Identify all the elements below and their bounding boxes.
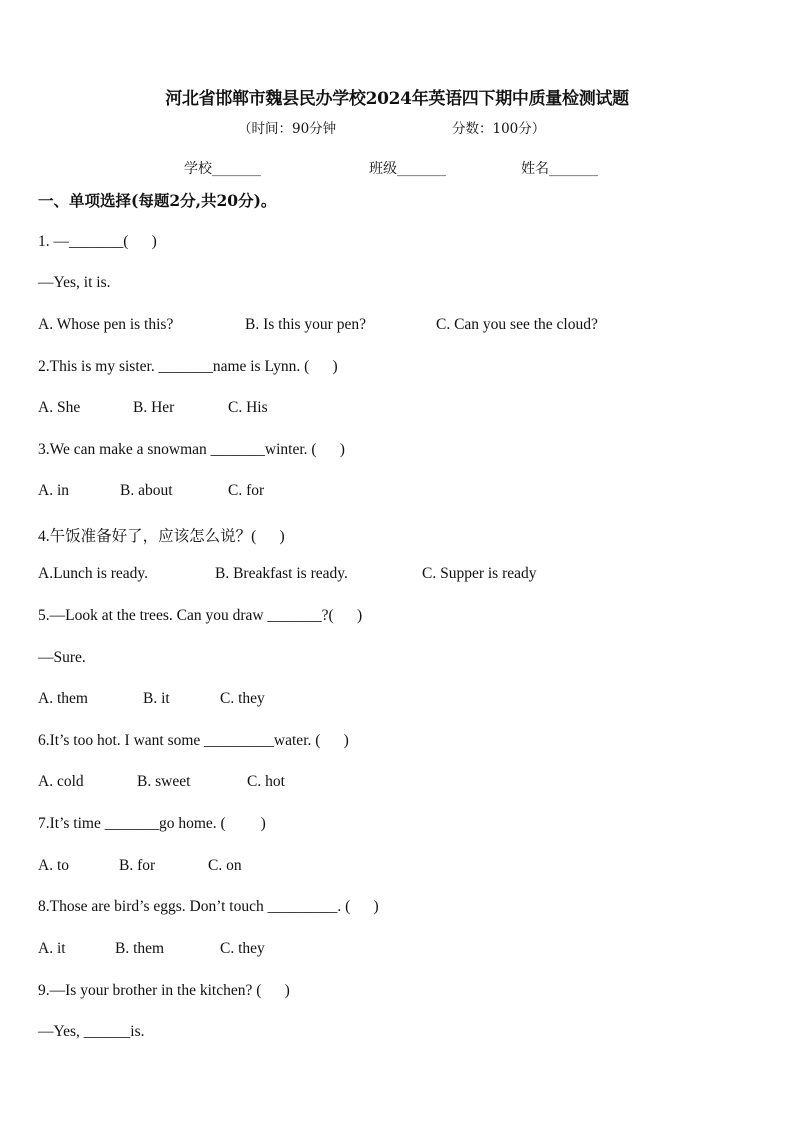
question-2-option-b: B. Her <box>133 399 175 416</box>
question-5-option-b: B. it <box>143 690 170 707</box>
question-1-response: —Yes, it is. <box>38 274 111 291</box>
school-field: 学校_______ <box>184 161 261 177</box>
question-8-option-c: C. they <box>220 940 265 957</box>
question-2-option-a: A. She <box>38 399 81 416</box>
question-5-response: —Sure. <box>38 649 86 666</box>
question-3-stem: 3.We can make a snowman _______winter. ( ) <box>38 441 345 458</box>
question-1-option-c: C. Can you see the cloud? <box>436 316 598 333</box>
question-7-option-b: B. for <box>119 857 156 874</box>
question-8-option-a: A. it <box>38 940 66 957</box>
class-field: 班级_______ <box>369 161 446 177</box>
exam-score: 分数：100分） <box>452 121 546 137</box>
question-3-option-a: A. in <box>38 482 69 499</box>
question-3-option-b: B. about <box>120 482 173 499</box>
question-6-option-b: B. sweet <box>137 773 191 790</box>
question-8-option-b: B. them <box>115 940 165 957</box>
question-3-option-c: C. for <box>228 482 265 499</box>
exam-time: （时间：90分钟 <box>238 121 337 137</box>
question-6-option-a: A. cold <box>38 773 84 790</box>
question-1-stem: 1. —_______( ) <box>38 233 157 250</box>
question-4-option-a: A.Lunch is ready. <box>38 565 149 582</box>
question-5-stem: 5.—Look at the trees. Can you draw _______?( ) <box>38 607 363 624</box>
question-9-response: —Yes, ______is. <box>38 1023 145 1040</box>
question-1-option-a: A. Whose pen is this? <box>38 316 174 333</box>
question-4-option-c: C. Supper is ready <box>422 565 537 582</box>
exam-title: 河北省邯郸市魏县民办学校2024年英语四下期中质量检测试题 <box>165 89 629 109</box>
question-8-stem: 8.Those are bird’s eggs. Don’t touch _________. ( ) <box>38 898 379 915</box>
question-7-stem: 7.It’s time _______go home. ( ) <box>38 815 266 832</box>
question-6-stem: 6.It’s too hot. I want some _________water. ( ) <box>38 732 349 749</box>
question-5-option-c: C. they <box>220 690 265 707</box>
question-9-stem: 9.—Is your brother in the kitchen? ( ) <box>38 982 290 999</box>
question-6-option-c: C. hot <box>247 773 285 790</box>
question-5-option-a: A. them <box>38 690 88 707</box>
section-heading: 一、单项选择(每题2分,共20分)。 <box>38 191 277 210</box>
question-4-stem: 4.午饭准备好了，应该怎么说？( ) <box>38 528 285 545</box>
question-1-option-b: B. Is this your pen? <box>245 316 366 333</box>
question-7-option-a: A. to <box>38 857 69 874</box>
question-2-option-c: C. His <box>228 399 268 416</box>
question-4-option-b: B. Breakfast is ready. <box>215 565 348 582</box>
question-2-stem: 2.This is my sister. _______name is Lynn. ( ) <box>38 358 338 375</box>
question-7-option-c: C. on <box>208 857 242 874</box>
name-field: 姓名_______ <box>521 161 598 177</box>
